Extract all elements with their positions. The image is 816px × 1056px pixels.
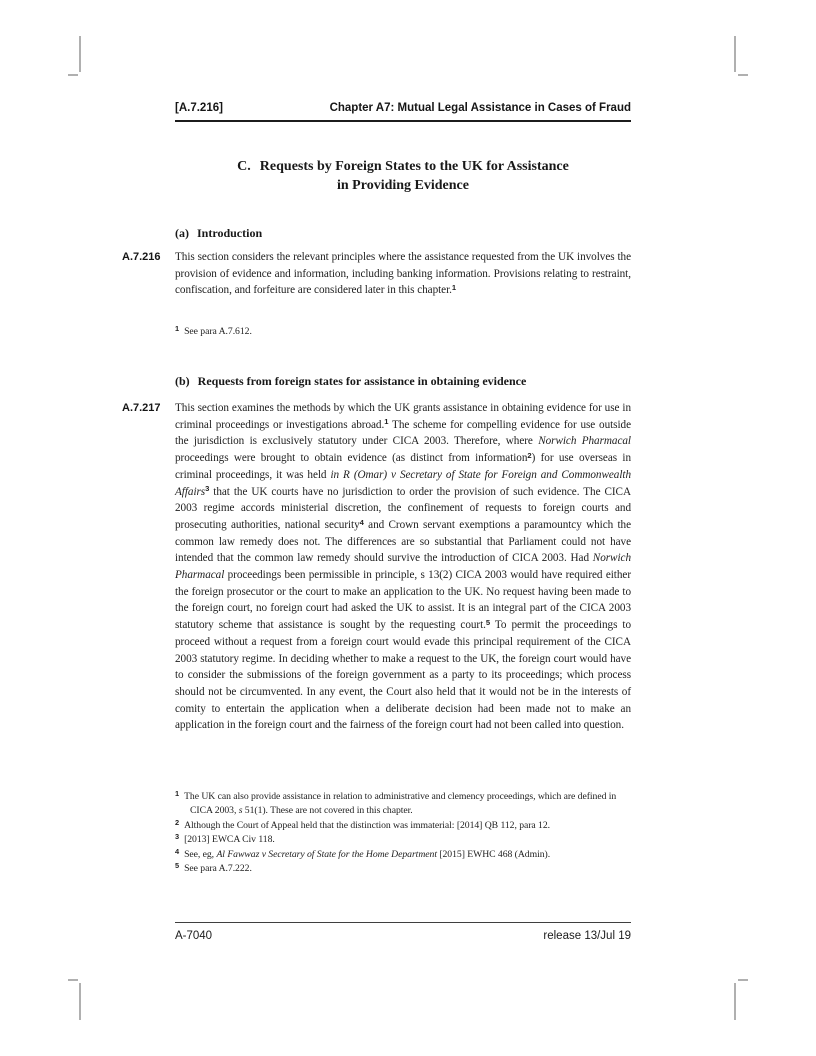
crop-mark-top-left-horizontal: [68, 74, 78, 76]
footnote-marker: 4: [175, 846, 180, 856]
subsection-b-label: (b): [175, 374, 190, 388]
footnote-marker: 1: [175, 789, 180, 798]
footnote-marker: 2: [175, 817, 180, 827]
subsection-a-title: Introduction: [197, 226, 263, 240]
footnote-text: See para A.7.612.: [184, 326, 252, 337]
subsection-b-title: Requests from foreign states for assistance in obtaining evidence: [197, 374, 527, 388]
footnote-text: See para A.7.222.: [184, 863, 252, 875]
footnotes-block-216: [175, 325, 631, 339]
paragraph-217-text: This section examines the methods by which the UK grants assistance in obtaining evidence for use in criminal proceedings or investigations abroad.$^1$ The scheme for compelling evidence for use outside the jurisdiction is exclusively statutory under CICA 2003. Therefore, where Norwich Pharmacal proceedings were brought to obtain evidence (as distinct from information$^2$) for use overseas in criminal proceedings, it was held in R (Omar) v Secretary of State for Foreign and Commonwealth Affairs$^3$ that the UK courts have no jurisdiction to order the provision of such evidence. The CICA 2003 regime accords ministerial discretion, the confinement of requests to foreign courts and prosecuting authorities, national security$^4$ and Crown servant exemptions a paramountcy which the common law remedy does not. The differences are so substantial that Parliament could not have intended that the common law remedy should survive the introduction of CICA 2003. Had Norwich Pharmacal proceedings been permissible in principle, s 13(2) CICA 2003 would have required either the foreign prosecutor or the court to make an application to the UK. No request having been made to the foreign court, no foreign court had asked the UK to assist. It is an integral part of the CICA 2003 statutory scheme that assistance is sought by the requesting court.$^5$ To permit the proceedings to proceed without a request from a foreign court would evade this principal requirement of the CICA 2003 statutory regime. In deciding whether to make a request to the UK, the foreign court would have to consider the submissions of the foreign government as a party to its proceedings; which process should not be circumvented. In any event, the Court also held that it would not be in the interests of comity to entertain the application when a deliberate decision had been made not to make an application in the foreign court and the fairness of the foreign court had not been called into question.: [175, 402, 632, 732]
footnote-item: [175, 833, 631, 847]
footnote-item: [175, 790, 631, 819]
footnote-marker: 1: [175, 324, 180, 333]
footnote-marker: 5: [175, 861, 180, 871]
crop-mark-bottom-left-vertical: [79, 983, 81, 1020]
footer-page-number: A-7040: [175, 930, 213, 942]
paragraph-216-number: A.7.216: [122, 251, 161, 263]
footnote-text: [2013] EWCA Civ 118.: [184, 834, 275, 846]
crop-mark-top-left-vertical: [79, 36, 81, 72]
section-heading-line2: in Providing Evidence: [337, 178, 469, 193]
footnotes-block-217: [175, 790, 631, 876]
footnote-item: [175, 862, 631, 876]
header-chapter-title: Chapter A7: Mutual Legal Assistance in Cases of Fraud: [329, 102, 631, 114]
footnote-text: Although the Court of Appeal held that the distinction was immaterial: [2014] QB 112, para 12.: [184, 819, 551, 831]
footnote-text: The UK can also provide assistance in relation to administrative and clemency proceedings, which are defined in CICA 2003, s 51(1). These are not covered in this chapter.: [184, 791, 617, 817]
footnote-item: [175, 325, 631, 339]
section-heading: [175, 157, 631, 195]
footer-release-info: release 13/Jul 19: [543, 930, 631, 942]
page-footer: [175, 922, 631, 942]
crop-mark-top-right-horizontal: [738, 74, 748, 76]
section-heading-line1: [175, 157, 631, 176]
footnote-item: [175, 848, 631, 862]
header-paragraph-ref: [A.7.216]: [175, 102, 223, 114]
section-heading-letter: C.: [237, 159, 251, 174]
footnote-marker: 3: [175, 832, 180, 842]
subsection-b-heading: [175, 374, 631, 389]
crop-mark-top-right-vertical: [734, 36, 736, 72]
paragraph-216-text: This section considers the relevant principles where the assistance requested from the UK involves the provision of evidence and information, including banking information. Provisions relating to restraint, confiscation, and forfeiture are considered later in this chapter.$^1$: [175, 251, 631, 297]
footnote-item: [175, 819, 631, 833]
crop-mark-bottom-right-horizontal: [738, 979, 748, 981]
section-heading-text1: Requests by Foreign States to the UK for Assistance: [259, 159, 569, 174]
crop-mark-bottom-right-vertical: [734, 983, 736, 1020]
footnote-text: See, eg, Al Fawwaz v Secretary of State for the Home Department [2015] EWHC 468 (Admin).: [184, 848, 551, 860]
crop-mark-bottom-left-horizontal: [68, 979, 78, 981]
subsection-a-heading: [175, 226, 631, 241]
running-header: [175, 102, 631, 122]
paragraph-217-number: A.7.217: [122, 402, 161, 414]
subsection-a-label: (a): [175, 226, 189, 240]
